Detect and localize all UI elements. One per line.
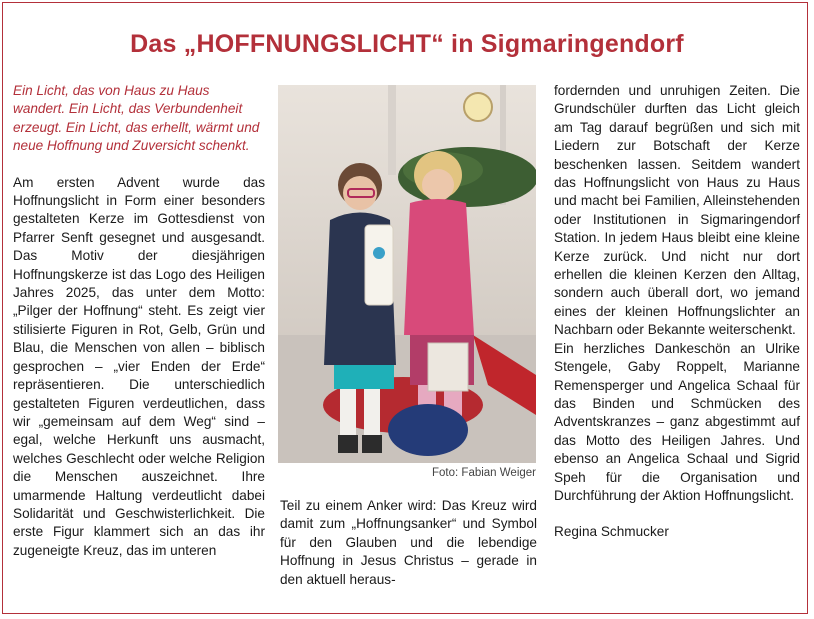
column-left-text: Am ersten Advent wurde das Hoffnungslicht in Form einer besonders gestalteten Kerze im Gottesdienst von Pfarrer Senft gesegnet und ausgesandt. Das Motiv der diesjährigen Hoffnungskerze ist das Logo des Heiligen Jahres 2025, das unter dem Motto: „Pilger der Hoffnung“ steht. Es zeigt vier stilisierte Figuren in Rot, Gelb, Grün und Blau, die Menschen von allen – biblisch gesprochen – „vier Enden der Erde“ repräsentieren. Die unterschiedlich gestalteten Figuren verdeutlichen, dass wir „gemeinsam auf dem Weg“ sind – egal, welche Herkunft uns ausmacht, welches Geschlecht oder welche Religion die Menschen auszeichnet. Ihre umarmende Haltung verdeutlicht dabei Solidarität und Geschwisterlichkeit. Die erste Figur klammert sich an das ihr zugeneigte Kreuz, das im unteren [13, 174, 265, 558]
column-middle [280, 497, 537, 589]
column-middle-text: Teil zu einem Anker wird: Das Kreuz wird damit zum „Hoffnungsanker“ und Symbol für den Glauben und die lebendige Hoffnung in Jesus Christus – gerade in den aktuell heraus- [280, 498, 537, 587]
column-right-text-1: fordernden und unruhigen Zeiten. Die Grundschüler durften das Licht gleich am Tag darauf begrüßen und sich mit Liedern zur Botschaft der Kerze beschenken lassen. Seitdem wandert das Hoffnungslicht von Haus zu Haus und macht bei Familien, Alleinstehenden oder Institutionen in Sigmaringendorf Station. In jedem Haus bleibt eine kleine Kerze zurück. Und nicht nur dort erhellen die kleinen Kerzen den Alltag, sondern auch überall dort, wo jemand eines der kleinen Hoffnungslichter an Nachbarn oder Bekannte weiterschenkt. [554, 83, 800, 338]
article-title: Das „HOFFNUNGSLICHT“ in Sigmaringendorf [130, 30, 684, 58]
column-right [554, 82, 800, 542]
photo-children-with-candle [278, 85, 536, 463]
author-signature: Regina Schmucker [554, 524, 669, 540]
article-intro: Ein Licht, das von Haus zu Haus wandert. Ein Licht, das Verbundenheit erzeugt. Ein Licht, das erhellt, wärmt und neue Hoffnung und Zuversicht schenkt. [13, 83, 260, 154]
column-right-text-2: Ein herzliches Dankeschön an Ulrike Stengele, Gaby Roppelt, Marianne Remensperger und Angelica Schaal für das Binden und Schmücken des Adventskranzes – ganz abgestimmt auf das Motto des Heiligen Jahres. Und ebenso an Angelica Schaal und Sigrid Speh für die Organisation und Durchführung der Aktion Hoffnungslicht. [554, 340, 800, 503]
column-left [13, 82, 265, 560]
photo-credit: Foto: Fabian Weiger [432, 467, 536, 479]
article-photo [278, 85, 536, 463]
